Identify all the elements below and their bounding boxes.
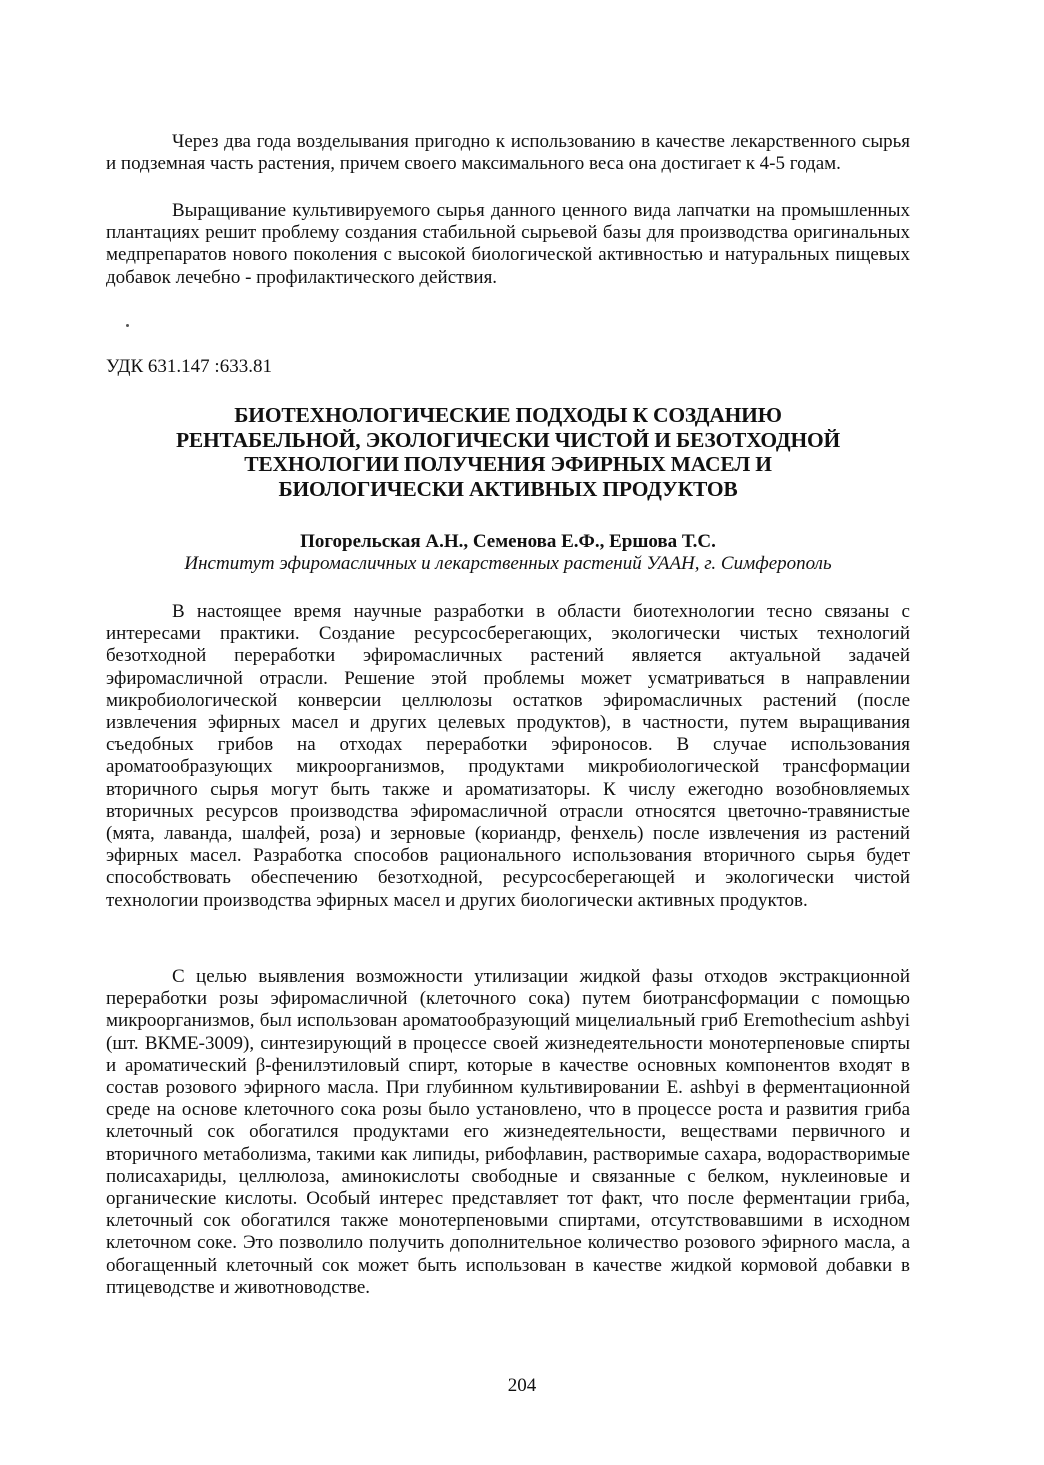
- udk-code: УДК 631.147 :633.81: [106, 356, 272, 377]
- article-institute: Институт эфиромасличных и лекарственных растений УААН, г. Симферополь: [184, 553, 832, 574]
- title-line: ТЕХНОЛОГИИ ПОЛУЧЕНИЯ ЭФИРНЫХ МАСЕЛ И: [244, 452, 772, 476]
- page-number: 204: [507, 1375, 537, 1396]
- body-paragraph: В настоящее время научные разработки в области биотехнологии тесно связаны с интересами практики. Создание ресурсосберегающих, экологически чистых технологий безотходной переработки эфиромасличных растений является актуальной задачей эфиромасличной отрасли. Решение этой проблемы может усматриваться в направлении микробиологической конверсии целлюлозы остатков эфиромасличных растений (после извлечения эфирных масел и других целевых продуктов), в частности, путем выращивания съедобных грибов на отходах переработки эфироносов. В случае использования ароматообразующих микроорганизмов, продуктами микробиологической трансформации вторичного сырья могут быть также и ароматизаторы. К числу ежегодно возобновляемых вторичных ресурсов производства эфиромасличной отрасли относятся цветочно-травянистые (мята, лаванда, шалфей, роза) и зерновые (кориандр, фенхель) после извлечения из растений эфирных масел. Разработка способов рационального использования вторичного сырья будет способствовать обеспечению безотходной, ресурсосберегающей и экологически чистой технологии производства эфирных масел и других биологически активных продуктов.: [106, 601, 910, 911]
- article-title: [100, 403, 916, 501]
- title-line: БИОТЕХНОЛОГИЧЕСКИЕ ПОДХОДЫ К СОЗДАНИЮ: [234, 403, 782, 427]
- scan-speck: [126, 324, 129, 327]
- title-line: РЕНТАБЕЛЬНОЙ, ЭКОЛОГИЧЕСКИ ЧИСТОЙ И БЕЗОТХОДНОЙ: [175, 427, 841, 452]
- body-paragraph: С целью выявления возможности утилизации жидкой фазы отходов экстракционной переработки розы эфиромасличной (клеточного сока) путем биотрансформации с помощью микроорганизмов, был использован ароматообразующий мицелиальный гриб Eremothecium ashbyi (шт. ВКМЕ-3009), синтезирующий в процессе своей жизнедеятельности монотерпеновые спирты и ароматический β-фенилэтиловый спирт, которые в качестве основных компонентов входят в состав розового эфирного масла. При глубинном культивировании E. ashbyi в ферментационной среде на основе клеточного сока розы было установлено, что в процессе роста и развития гриба клеточный сок обогатился продуктами его жизнедеятельности, веществами первичного и вторичного метаболизма, такими как липиды, рибофлавин, растворимые сахара, водорастворимые полисахариды, целлюлоза, аминокислоты свободные и связанные с белком, нуклеиновые и органические кислоты. Особый интерес представляет тот факт, что после ферментации гриба, клеточный сок обогатился также монотерпеновыми спиртами, отсутствовавшими в исходном клеточном соке. Это позволило получить дополнительное количество розового эфирного масла, а обогащенный клеточный сок может быть использован в качестве жидкой кормовой добавки в птицеводстве и животноводстве.: [106, 966, 910, 1298]
- intro-paragraph: Выращивание культивируемого сырья данного ценного вида лапчатки на промышленных плантациях решит проблему создания стабильной сырьевой базы для производства оригинальных медпрепаратов нового поколения с высокой биологической активностью и натуральных пищевых добавок лечебно - профилактического действия.: [106, 200, 910, 288]
- article-authors: Погорельская А.Н., Семенова Е.Ф., Ершова Т.С.: [300, 531, 716, 552]
- intro-paragraph: Через два года возделывания пригодно к использованию в качестве лекарственного сырья и подземная часть растения, причем своего максимального веса она достигает к 4-5 годам.: [106, 131, 910, 175]
- title-line: БИОЛОГИЧЕСКИ АКТИВНЫХ ПРОДУКТОВ: [278, 476, 738, 501]
